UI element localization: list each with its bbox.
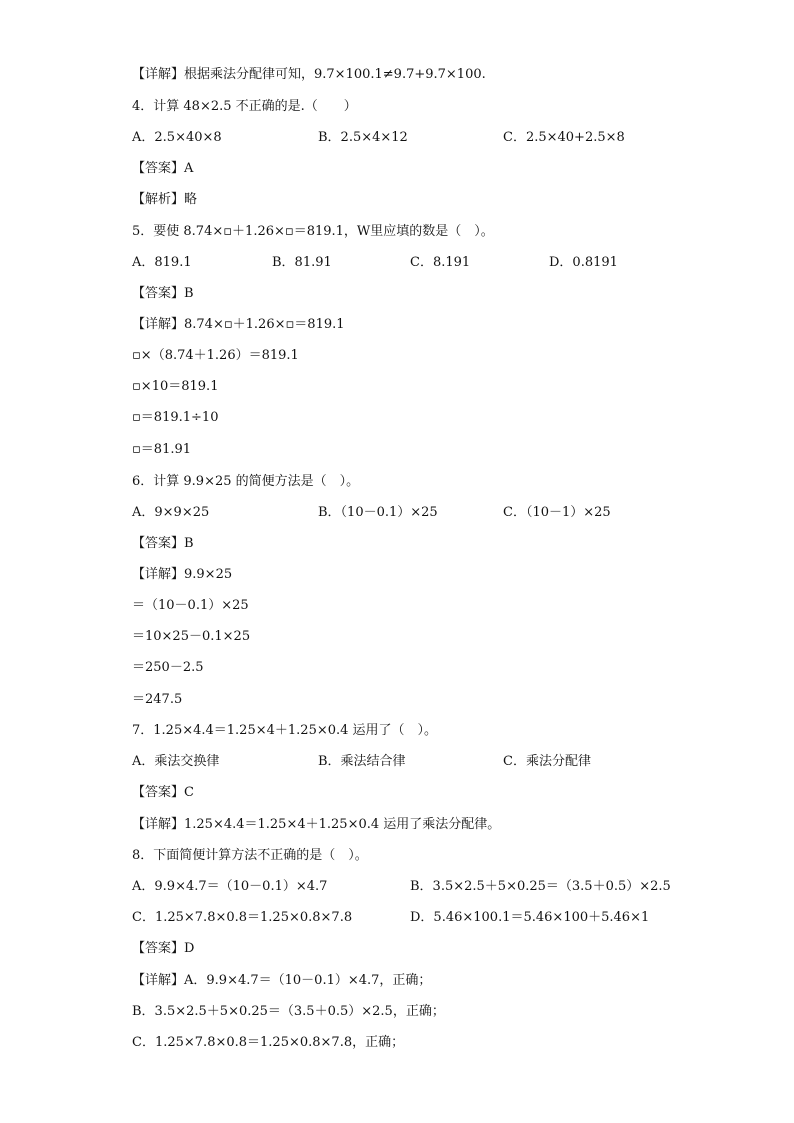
q6-option-b: B．（10－0.1）×25	[318, 505, 438, 520]
explanation-q6-line5: ＝247.5	[132, 692, 183, 707]
question-4: 4．计算 48×2.5 不正确的是.（ ）	[132, 99, 357, 114]
explanation-q8-line3: C．1.25×7.8×0.8＝1.25×0.8×7.8，正确；	[132, 1035, 405, 1050]
answer-q6: 【答案】B	[132, 536, 194, 551]
q6-option-c: C．（10－1）×25	[503, 505, 611, 520]
explanation-q5-line3: ▫×10＝819.1	[132, 379, 219, 394]
explanation-q6-line2: ＝（10－0.1）×25	[132, 598, 249, 613]
question-6: 6．计算 9.9×25 的简便方法是（ ）。	[132, 474, 360, 489]
explanation-q8-line2: B．3.5×2.5＋5×0.25＝（3.5＋0.5）×2.5，正确；	[132, 1004, 445, 1019]
q4-option-b: B．2.5×4×12	[318, 130, 408, 145]
q8-option-a: A．9.9×4.7＝（10－0.1）×4.7	[132, 879, 328, 894]
question-5: 5．要使 8.74×▫＋1.26×▫＝819.1，W里应填的数是（ ）。	[132, 224, 494, 239]
q6-option-a: A．9×9×25	[132, 505, 210, 520]
explanation-q6-line4: ＝250－2.5	[132, 660, 204, 675]
answer-q8: 【答案】D	[132, 941, 195, 956]
answer-q5: 【答案】B	[132, 286, 194, 301]
explanation-q6-line1: 【详解】9.9×25	[132, 567, 233, 582]
explanation-q8-line1: 【详解】A．9.9×4.7＝（10－0.1）×4.7，正确；	[132, 973, 432, 988]
explanation-q5-line5: ▫＝81.91	[132, 442, 192, 457]
question-8: 8．下面简便计算方法不正确的是（ ）。	[132, 848, 368, 863]
explanation-q7: 【详解】1.25×4.4＝1.25×4＋1.25×0.4 运用了乘法分配律。	[132, 817, 501, 832]
q5-option-b: B．81.91	[272, 255, 332, 270]
explanation-q5-line2: ▫×（8.74＋1.26）＝819.1	[132, 348, 299, 363]
q7-option-b: B．乘法结合律	[318, 754, 406, 769]
q4-option-a: A．2.5×40×8	[132, 130, 222, 145]
answer-q7: 【答案】C	[132, 785, 194, 800]
analysis-q4: 【解析】略	[132, 192, 198, 207]
explanation-q6-line3: ＝10×25－0.1×25	[132, 629, 251, 644]
q5-option-c: C．8.191	[410, 255, 471, 270]
q5-option-a: A．819.1	[132, 255, 192, 270]
q8-option-b: B．3.5×2.5＋5×0.25＝（3.5＋0.5）×2.5	[410, 879, 671, 894]
q8-option-d: D．5.46×100.1＝5.46×100＋5.46×1	[410, 910, 650, 925]
q7-option-c: C．乘法分配律	[503, 754, 591, 769]
q5-option-d: D．0.8191	[549, 255, 618, 270]
question-7: 7．1.25×4.4＝1.25×4＋1.25×0.4 运用了（ ）。	[132, 723, 438, 738]
q7-option-a: A．乘法交换律	[132, 754, 220, 769]
answer-q4: 【答案】A	[132, 161, 194, 176]
explanation-q5-line1: 【详解】8.74×▫＋1.26×▫＝819.1	[132, 317, 345, 332]
explanation-q3: 【详解】根据乘法分配律可知，9.7×100.1≠9.7+9.7×100.	[132, 67, 486, 82]
q4-option-c: C．2.5×40+2.5×8	[503, 130, 625, 145]
q8-option-c: C．1.25×7.8×0.8＝1.25×0.8×7.8	[132, 910, 353, 925]
explanation-q5-line4: ▫＝819.1÷10	[132, 410, 219, 425]
